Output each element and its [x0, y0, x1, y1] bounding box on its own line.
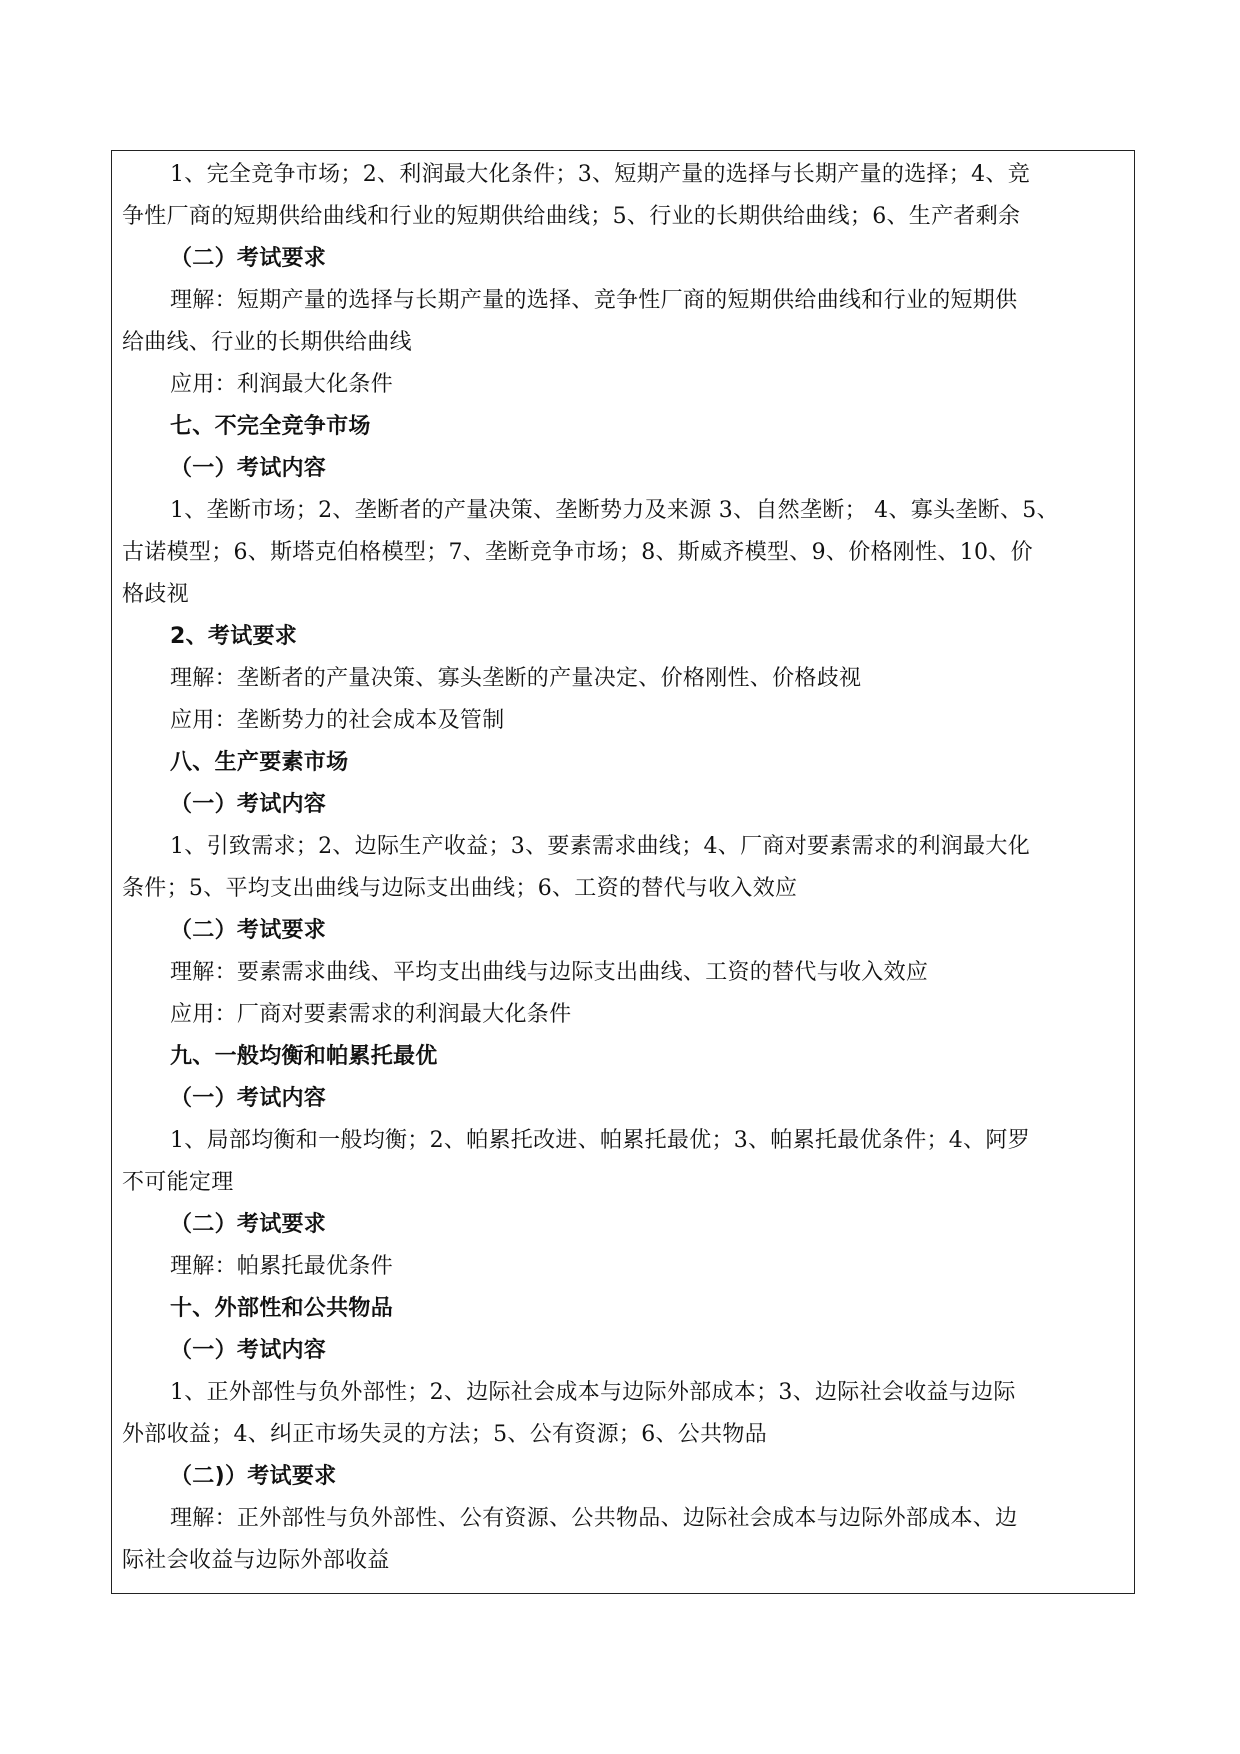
paragraph-line: 际社会收益与边际外部收益 [122, 1548, 390, 1573]
section-heading: （二）考试要求 [170, 918, 327, 943]
paragraph-line: 争性厂商的短期供给曲线和行业的短期供给曲线；5、行业的长期供给曲线；6、生产者剩余 [122, 204, 1021, 229]
chapter-heading: 七、不完全竞争市场 [170, 414, 371, 439]
paragraph-line: 理解：要素需求曲线、平均支出曲线与边际支出曲线、工资的替代与收入效应 [170, 960, 929, 985]
section-heading: （二)）考试要求 [170, 1464, 337, 1489]
paragraph-line: 给曲线、行业的长期供给曲线 [122, 330, 412, 355]
paragraph-line: 理解：短期产量的选择与长期产量的选择、竞争性厂商的短期供给曲线和行业的短期供 [170, 288, 1018, 313]
paragraph-line: 1、完全竞争市场；2、利润最大化条件；3、短期产量的选择与长期产量的选择；4、竞 [170, 162, 1030, 187]
paragraph-line: 1、垄断市场；2、垄断者的产量决策、垄断势力及来源 3、自然垄断； 4、寡头垄断、5、 [170, 498, 1059, 523]
paragraph-line: 条件；5、平均支出曲线与边际支出曲线；6、工资的替代与收入效应 [122, 876, 798, 901]
paragraph-line: 理解：帕累托最优条件 [170, 1254, 394, 1279]
paragraph-line: 不可能定理 [122, 1170, 234, 1195]
section-heading: （二）考试要求 [170, 1212, 327, 1237]
section-heading: 2、考试要求 [170, 624, 298, 649]
section-heading: （一）考试内容 [170, 456, 327, 481]
section-heading: （一）考试内容 [170, 792, 327, 817]
section-heading: （一）考试内容 [170, 1086, 327, 1111]
paragraph-line: 应用：利润最大化条件 [170, 372, 394, 397]
paragraph-line: 古诺模型；6、斯塔克伯格模型；7、垄断竞争市场；8、斯威齐模型、9、价格刚性、10、价 [122, 540, 1033, 565]
paragraph-line: 应用：厂商对要素需求的利润最大化条件 [170, 1002, 572, 1027]
paragraph-line: 应用：垄断势力的社会成本及管制 [170, 708, 505, 733]
chapter-heading: 八、生产要素市场 [170, 750, 349, 775]
paragraph-line: 1、局部均衡和一般均衡；2、帕累托改进、帕累托最优；3、帕累托最优条件；4、阿罗 [170, 1128, 1030, 1153]
chapter-heading: 九、一般均衡和帕累托最优 [170, 1044, 438, 1069]
section-heading: （二）考试要求 [170, 246, 327, 271]
section-heading: （一）考试内容 [170, 1338, 327, 1363]
paragraph-line: 理解：垄断者的产量决策、寡头垄断的产量决定、价格刚性、价格歧视 [170, 666, 862, 691]
paragraph-line: 1、正外部性与负外部性；2、边际社会成本与边际外部成本；3、边际社会收益与边际 [170, 1380, 1016, 1405]
paragraph-line: 外部收益；4、纠正市场失灵的方法；5、公有资源；6、公共物品 [122, 1422, 767, 1447]
paragraph-line: 理解：正外部性与负外部性、公有资源、公共物品、边际社会成本与边际外部成本、边 [170, 1506, 1018, 1531]
paragraph-line: 1、引致需求；2、边际生产收益；3、要素需求曲线；4、厂商对要素需求的利润最大化 [170, 834, 1030, 859]
paragraph-line: 格歧视 [122, 582, 189, 607]
chapter-heading: 十、外部性和公共物品 [170, 1296, 394, 1321]
